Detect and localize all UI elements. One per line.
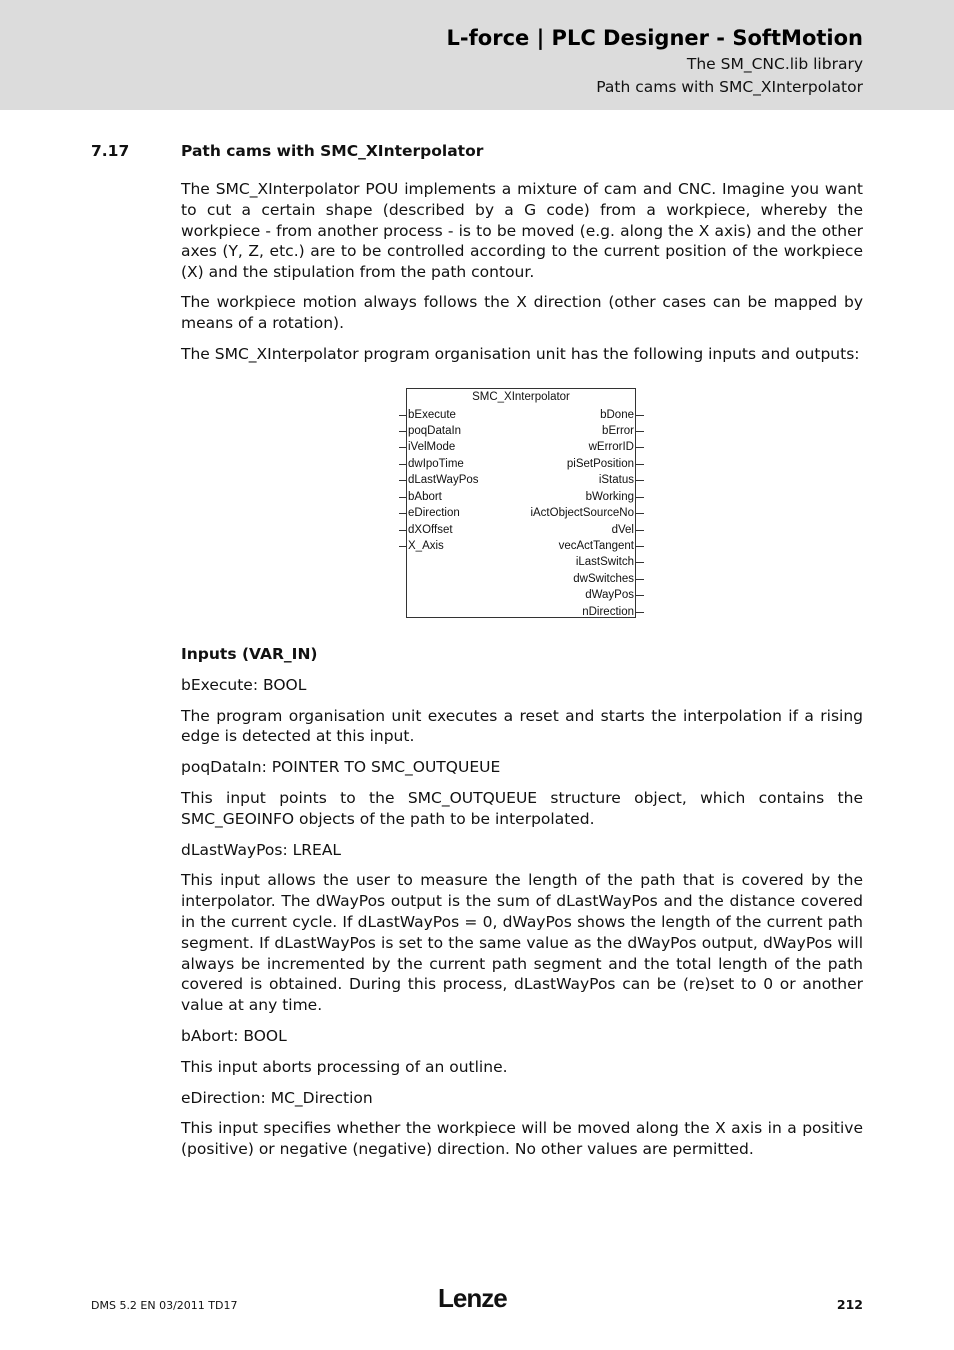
function-block-diagram: [406, 388, 636, 618]
fb-input-pin: iVelMode: [408, 439, 479, 455]
fb-input-pin: dXOffset: [408, 522, 479, 538]
intro-paragraph: The workpiece motion always follows the X direction (other cases can be mapped by means of a rotation).: [181, 293, 863, 333]
fb-output-pin: nDirection: [530, 604, 634, 620]
input-description: The program organisation unit executes a reset and starts the interpolation if a rising edge is detected at this input.: [181, 706, 863, 746]
intro-paragraph: The SMC_XInterpolator POU implements a mixture of cam and CNC. Imagine you want to cut a certain shape (described by a G code) from a workpiece, whereby the workpiece - from another process - is to be moved (e.g. along the X axis) and the other axes (Y, Z, etc.) are to be controlled according to the current position of the workpiece (X) and the stipulation from the path contour.: [181, 180, 863, 282]
footer-doc-reference: DMS 5.2 EN 03/2011 TD17: [91, 1299, 238, 1312]
input-description: This input points to the SMC_OUTQUEUE structure object, which contains the SMC_GEOINFO objects of the path to be interpolated.: [181, 788, 863, 828]
input-declaration: eDirection: MC_Direction: [181, 1088, 373, 1107]
fb-input-pin: dwIpoTime: [408, 456, 479, 472]
fb-output-pin: iStatus: [530, 472, 634, 488]
lenze-logo: Lenze: [438, 1283, 507, 1313]
fb-output-pin: piSetPosition: [530, 456, 634, 472]
section-number: 7.17: [91, 142, 130, 160]
section-title: Path cams with SMC_XInterpolator: [181, 142, 484, 160]
fb-input-pin: bAbort: [408, 489, 479, 505]
fb-output-pin: dwSwitches: [530, 571, 634, 587]
page-number: 212: [836, 1297, 863, 1312]
function-block-outputs: [530, 407, 634, 621]
input-description: This input specifies whether the workpiece will be moved along the X axis in a positive (positive) or negative (negative) direction. No other values are permitted.: [181, 1119, 863, 1159]
fb-input-pin: poqDataIn: [408, 423, 479, 439]
function-block-inputs: [408, 407, 479, 555]
fb-output-pin: vecActTangent: [530, 538, 634, 554]
fb-output-pin: wErrorID: [530, 439, 634, 455]
input-description: This input allows the user to measure the length of the path that is covered by the interpolator. The dWayPos output is the sum of dLastWayPos and the distance covered in the current cycle. If dLastWayPos = 0, dWayPos shows the length of the current path segment. If dLastWayPos is set to the same value as the dWayPos output, dWayPos will always be incremented by the current path segment and the total length of the path covered is obtained. During this process, dLastWayPos can be (re)set to 0 or another value at any time.: [181, 871, 863, 1015]
fb-output-pin: bError: [530, 423, 634, 439]
fb-input-pin: X_Axis: [408, 538, 479, 554]
document-title: L-force | PLC Designer - SoftMotion: [446, 26, 863, 50]
fb-output-pin: dWayPos: [530, 587, 634, 603]
fb-output-pin: bWorking: [530, 489, 634, 505]
input-declaration: dLastWayPos: LREAL: [181, 840, 342, 859]
intro-paragraph: The SMC_XInterpolator program organisation unit has the following inputs and outputs:: [181, 344, 860, 363]
intro-text: [181, 179, 863, 374]
input-description: This input aborts processing of an outline.: [181, 1057, 508, 1076]
fb-input-pin: bExecute: [408, 407, 479, 423]
fb-output-pin: dVel: [530, 522, 634, 538]
input-declaration: poqDataIn: POINTER TO SMC_OUTQUEUE: [181, 758, 501, 777]
fb-input-pin: eDirection: [408, 505, 479, 521]
section-subtitle: Path cams with SMC_XInterpolator: [596, 78, 863, 96]
inputs-section: [181, 644, 863, 1170]
fb-output-pin: bDone: [530, 407, 634, 423]
fb-output-pin: iLastSwitch: [530, 554, 634, 570]
chapter-subtitle: The SM_CNC.lib library: [686, 55, 863, 73]
fb-output-pin: iActObjectSourceNo: [530, 505, 634, 521]
input-declaration: bAbort: BOOL: [181, 1026, 287, 1045]
input-declaration: bExecute: BOOL: [181, 675, 307, 694]
inputs-heading: Inputs (VAR_IN): [181, 645, 318, 663]
function-block-name: SMC_XInterpolator: [472, 391, 570, 403]
fb-input-pin: dLastWayPos: [408, 472, 479, 488]
